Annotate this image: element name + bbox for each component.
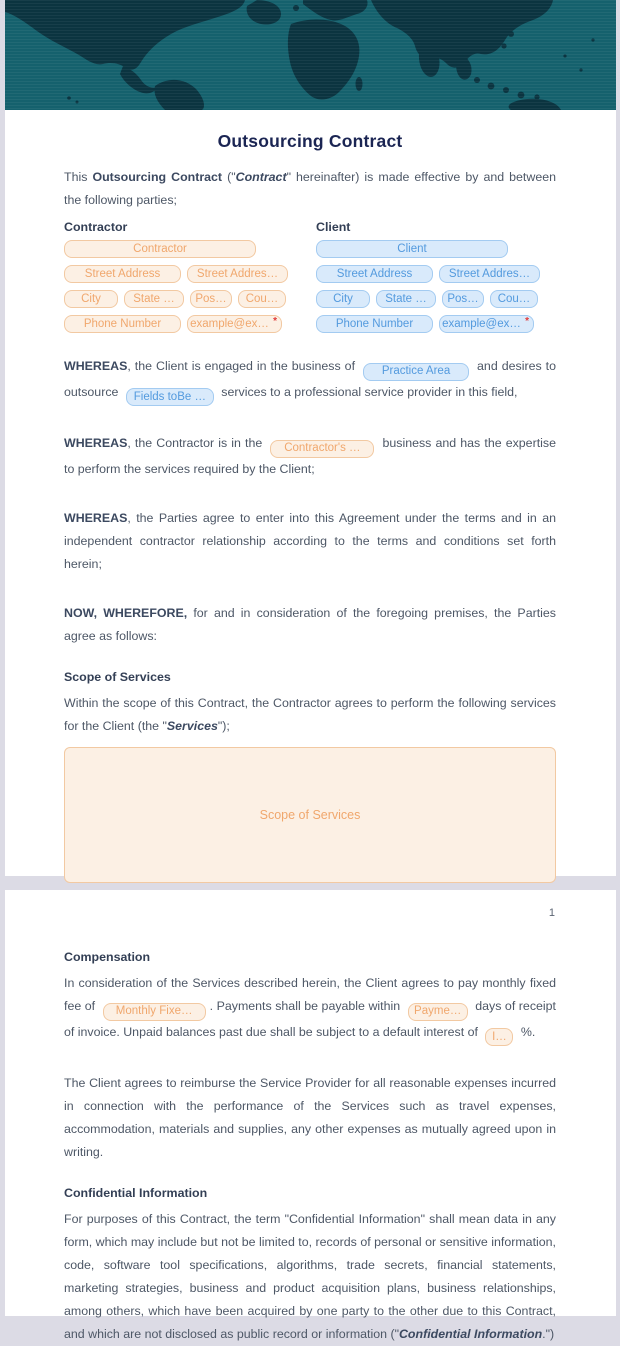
page-1-content bbox=[5, 131, 616, 919]
text-run: "); bbox=[217, 718, 230, 733]
text-run: WHEREAS bbox=[64, 510, 128, 525]
text-run: for and in consideration of the foregoing premises, the Parties agree as follows: bbox=[64, 605, 556, 643]
text-run: In consideration of the Services described herein, the Client agrees to pay monthly fixed fee of bbox=[64, 976, 556, 1013]
client-phone-field[interactable]: Phone Number bbox=[316, 315, 433, 333]
world-map-image bbox=[5, 0, 616, 110]
text-run: , the Parties agree to enter into this Agreement under the terms and in an independent contractor relationship according to the terms and conditions set forth herein; bbox=[64, 510, 556, 571]
contractor-phone-field[interactable]: Phone Number bbox=[64, 315, 181, 333]
outsourced-fields-field[interactable]: Fields toBe … bbox=[126, 388, 214, 406]
scope-of-services-textarea[interactable] bbox=[64, 747, 556, 883]
client-country-field[interactable]: Cou… bbox=[490, 290, 538, 308]
now-wherefore-paragraph bbox=[64, 602, 556, 648]
text-run: services to a professional service provider in this field, bbox=[217, 384, 518, 399]
world-map-banner bbox=[5, 0, 616, 110]
contractor-block bbox=[64, 220, 288, 340]
page-number: 1 bbox=[548, 906, 555, 919]
text-run: days of receipt of invoice. Unpaid balances past due shall be subject to a default interest of bbox=[64, 999, 556, 1039]
text-run: NOW, WHEREFORE, bbox=[64, 605, 188, 620]
practice-area-field[interactable]: Practice Area bbox=[363, 363, 469, 381]
contractor-heading: Contractor bbox=[64, 220, 128, 234]
text-run: WHEREAS bbox=[64, 359, 128, 373]
text-run: For purposes of this Contract, the term "Confidential Information" shall mean data in any form, which may include but not be limited to, records of personal or sensitive information, code, software tool specifications, algorithms, trade secrets, financial statements, marketing strategies, business and product acquisition plans, business relationships, among others, which have been acquired by one party to the other due to this Contract, and which are not disclosed as public record or information (" bbox=[64, 1212, 556, 1341]
text-run: , the Client is engaged in the business of bbox=[127, 359, 360, 373]
contractor-street-row bbox=[64, 265, 288, 283]
confidential-information-heading: Confidential Information bbox=[64, 1186, 208, 1200]
monthly-fee-field[interactable]: Monthly Fixe… bbox=[103, 1003, 206, 1021]
contractor-city-row bbox=[64, 290, 288, 308]
whereas-parties-paragraph bbox=[64, 507, 556, 576]
client-name-field[interactable]: Client bbox=[316, 240, 508, 258]
contractor-business-field[interactable]: Contractor's … bbox=[270, 440, 374, 458]
client-city-field[interactable]: City bbox=[316, 290, 370, 308]
page-gap bbox=[0, 876, 620, 890]
client-street-address-field[interactable]: Street Address bbox=[316, 265, 433, 283]
contractor-phone-row bbox=[64, 315, 288, 333]
text-run: Contract bbox=[235, 170, 287, 184]
contractor-state-field[interactable]: State … bbox=[124, 290, 184, 308]
client-city-row bbox=[316, 290, 540, 308]
text-run: , the Contractor is in the bbox=[127, 436, 267, 450]
scope-of-services-paragraph bbox=[64, 692, 556, 738]
page-2 bbox=[5, 890, 616, 1341]
email-placeholder: example@ex… bbox=[442, 318, 521, 330]
text-run: . Payments shall be payable within bbox=[209, 999, 404, 1013]
text-run: " hereinafter) is made effective by and between the following parties; bbox=[64, 170, 556, 207]
whereas-contractor-paragraph bbox=[64, 432, 556, 481]
contractor-street-address2-field[interactable]: Street Addres… bbox=[187, 265, 288, 283]
text-run: Outsourcing Contract bbox=[92, 170, 223, 184]
client-street-row bbox=[316, 265, 540, 283]
document-title: Outsourcing Contract bbox=[217, 131, 403, 151]
compensation-paragraph bbox=[64, 972, 556, 1046]
required-asterisk: * bbox=[273, 316, 277, 327]
text-run: This bbox=[64, 170, 93, 184]
text-run: WHEREAS bbox=[64, 436, 128, 450]
client-state-field[interactable]: State … bbox=[376, 290, 436, 308]
textarea-placeholder: Scope of Services bbox=[259, 807, 361, 822]
contractor-postal-field[interactable]: Pos… bbox=[190, 290, 232, 308]
contractor-email-field[interactable] bbox=[187, 315, 282, 333]
text-run: (" bbox=[222, 170, 236, 184]
compensation-heading: Compensation bbox=[64, 950, 151, 964]
contractor-city-field[interactable]: City bbox=[64, 290, 118, 308]
email-placeholder: example@ex… bbox=[190, 318, 269, 330]
page-2-content bbox=[5, 950, 616, 1346]
parties-section bbox=[64, 220, 556, 340]
client-postal-field[interactable]: Pos… bbox=[442, 290, 484, 308]
interest-rate-field[interactable]: I… bbox=[485, 1028, 513, 1046]
text-run: %. bbox=[517, 1024, 536, 1039]
text-run: Confidential Information bbox=[398, 1327, 543, 1341]
client-block bbox=[316, 220, 540, 340]
contractor-name-row bbox=[64, 240, 288, 258]
expenses-paragraph: The Client agrees to reimburse the Service Provider for all reasonable expenses incurred in connection with the performance of the Services such as travel expenses, accommodation, materials and supplies, any other expenses as mutually agreed upon in writing. bbox=[64, 1076, 556, 1159]
required-asterisk: * bbox=[525, 316, 529, 327]
contractor-country-field[interactable]: Cou… bbox=[238, 290, 286, 308]
text-run: .") bbox=[542, 1327, 555, 1341]
scope-of-services-heading: Scope of Services bbox=[64, 669, 171, 684]
whereas-client-paragraph bbox=[64, 355, 556, 406]
text-run: and desires to outsource bbox=[64, 359, 556, 399]
page-1 bbox=[5, 0, 616, 919]
client-phone-row bbox=[316, 315, 540, 333]
client-street-address2-field[interactable]: Street Addres… bbox=[439, 265, 540, 283]
contractor-name-field[interactable]: Contractor bbox=[64, 240, 256, 258]
text-run: Within the scope of this Contract, the Contractor agrees to perform the following services for the Client (the " bbox=[64, 695, 556, 733]
contractor-street-address-field[interactable]: Street Address bbox=[64, 265, 181, 283]
confidential-information-paragraph bbox=[64, 1208, 556, 1346]
client-name-row bbox=[316, 240, 540, 258]
payment-days-field[interactable]: Payme… bbox=[408, 1003, 468, 1021]
intro-paragraph bbox=[64, 166, 556, 212]
text-run: business and has the expertise to perform the services required by the Client; bbox=[64, 436, 556, 476]
client-email-field[interactable] bbox=[439, 315, 534, 333]
client-heading: Client bbox=[316, 220, 351, 234]
text-run: Services bbox=[166, 718, 218, 733]
